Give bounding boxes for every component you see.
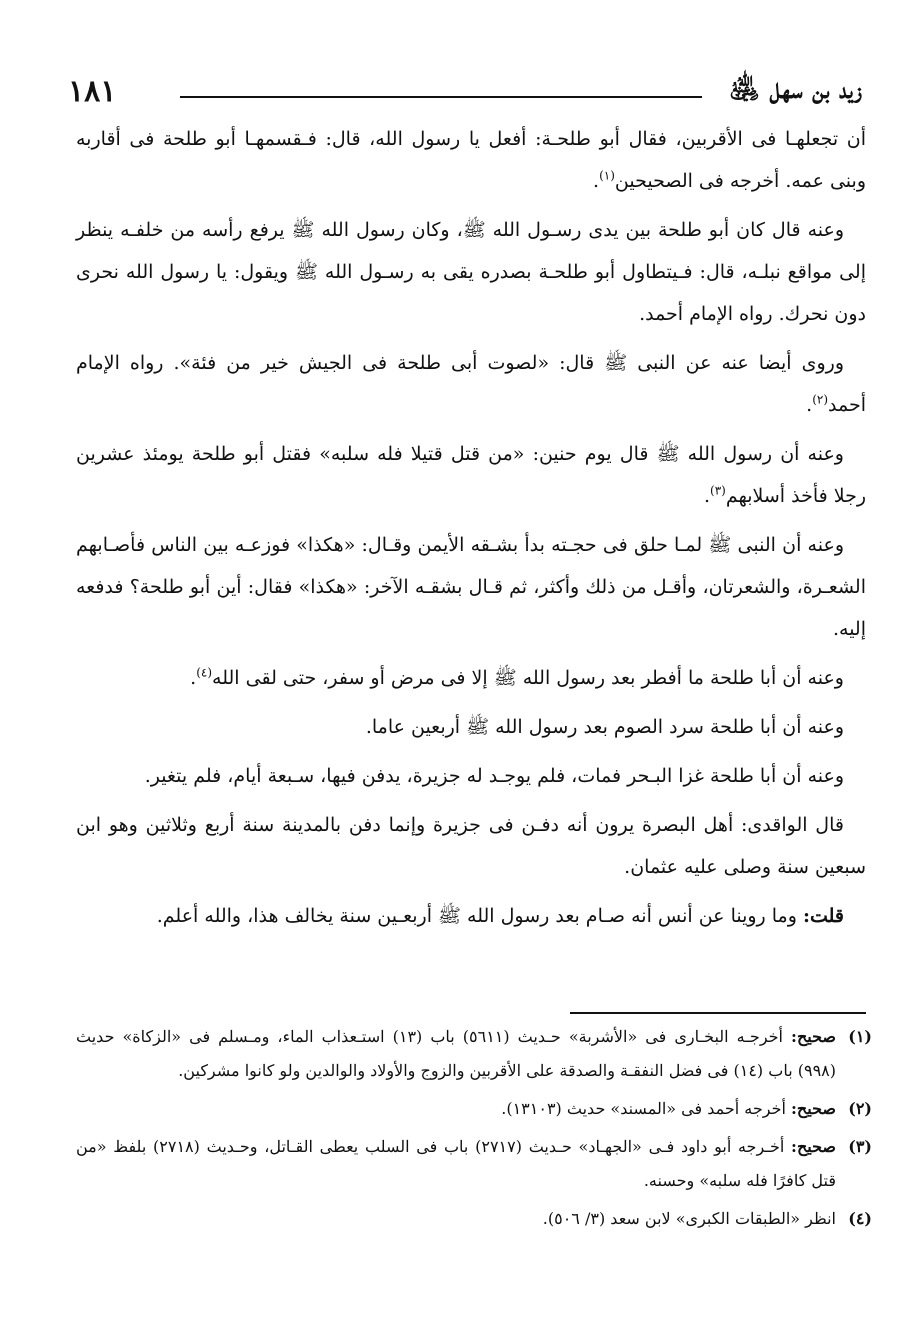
page-number: ١٨١ (68, 74, 117, 109)
footnote-3 (76, 1130, 872, 1198)
footnote-grade: صحيح: (791, 1027, 837, 1046)
footnote-2 (76, 1092, 872, 1126)
paragraph-tail: . (593, 170, 600, 192)
footnote-number: (٤) (848, 1209, 872, 1228)
paragraph-7 (76, 706, 866, 748)
paragraph-2 (76, 209, 866, 335)
paragraph-text: وعنه أن أبا طلحة سرد الصوم بعد رسول الله ﷺ أربعين عاما. (365, 716, 844, 738)
paragraph-text: وعنه أن النبى ﷺ لمـا حلق فى حجـته بدأ بشـقه الأيمن وقـال: «هكذا» فوزعـه بين الناس فأصـابهم الشعـرة، والشعرتان، وأقـل من ذلك وأكثر، ثم قـال بشقـه الآخر: «هكذا» فقال: أين أبو طلحة؟ فدفعه إليه. (76, 534, 866, 640)
footnote-ref: (٤) (196, 665, 213, 680)
footnote-grade: صحيح: (791, 1137, 837, 1156)
paragraph-text: وعنه أن أبا طلحة غزا البـحر فمات، فلم يوجـد له جزيرة، يدفن فيها، سـبعة أيام، فلم يتغير. (144, 765, 844, 787)
paragraph-text: وعنه أن رسول الله ﷺ قال يوم حنين: «من قتل قتيلا فله سلبه» فقتل أبو طلحة يومئذ عشرين رجلا فأخذ أسلابهم (76, 443, 866, 507)
footnote-text: انظر «الطبقات الكبرى» لابن سعد (٣/ ٥٠٦). (542, 1209, 836, 1228)
footnote-text: أخرجه أحمد فى «المسند» حديث (١٣١٠٣). (501, 1099, 792, 1118)
footnote-text: أخـرجه أبو داود فـى «الجهـاد» حـديث (٢٧١٧) باب فى السلب يعطى القـاتل، وحـديث (٢٧١٨) بلفظ «من قتل كافرًا فله سلبه» وحسنه. (76, 1137, 836, 1190)
header-rule (180, 96, 702, 98)
running-title: زيد بن سهل ﵁ (729, 72, 862, 105)
footnote-4 (76, 1202, 872, 1236)
paragraph-3 (76, 342, 866, 426)
footnote-text: أخرجـه البخـارى فى «الأشربة» حـديث (٥٦١١) باب (١٣) استـعذاب الماء، ومـسلم فى «الزكاة» حديث (٩٩٨) باب (١٤) فى فضل النفقـة والصدقة على الأقربين والزوج والأولاد والوالدين ولو كانوا مشركين. (76, 1027, 836, 1080)
paragraph-1 (76, 118, 866, 202)
paragraph-text: وعنه أن أبا طلحة ما أفطر بعد رسول الله ﷺ إلا فى مرض أو سفر، حتى لقى الله (212, 667, 844, 689)
paragraph-8 (76, 755, 866, 797)
footnotes (76, 1020, 872, 1240)
paragraph-tail: . (703, 485, 711, 507)
running-header (68, 70, 862, 114)
paragraph-text: وما روينا عن أنس أنه صـام بعد رسول الله ﷺ أربعـين سنة يخالف هذا، والله أعلم. (156, 905, 803, 927)
paragraph-text: وعنه قال كان أبو طلحة بين يدى رسـول الله ﷺ، وكان رسول الله ﷺ يرفع رأسه من خلفـه ينظر إلى مواقع نبلـه، قال: فـيتطاول أبو طلحـة بصدره يقى به رسـول الله ﷺ ويقول: يا رسول الله نحرى دون نحرك. رواه الإمام أحمد. (76, 219, 866, 325)
footnote-number: (١) (848, 1027, 872, 1046)
footnote-grade: صحيح: (791, 1099, 836, 1118)
paragraph-tail: . (190, 667, 197, 689)
footnote-ref: (٣) (710, 483, 726, 498)
footnote-ref: (٢) (812, 392, 829, 407)
paragraph-text: وروى أيضا عنه عن النبى ﷺ قال: «لصوت أبى طلحة فى الجيش خير من فئة». رواه الإمام أحمد (76, 352, 866, 416)
footnote-1 (76, 1020, 872, 1088)
footnote-number: (٣) (848, 1137, 872, 1156)
paragraph-6 (76, 657, 866, 699)
paragraph-text: قال الواقدى: أهل البصرة يرون أنه دفـن فى جزيرة وإنما دفن بالمدينة سنة أربع وثلاثين وهو ابن سبعين سنة وصلى عليه عثمان. (76, 814, 866, 878)
paragraph-10 (76, 895, 866, 937)
footnote-rule (570, 1012, 866, 1014)
footnote-number: (٢) (848, 1099, 872, 1118)
footnote-ref: (١) (599, 168, 615, 183)
remark-lead: قلت: (802, 905, 844, 927)
paragraph-9 (76, 804, 866, 888)
paragraph-tail: . (806, 394, 813, 416)
main-text (76, 118, 866, 944)
paragraph-text: أن تجعلهـا فى الأقربين، فقال أبو طلحـة: أفعل يا رسول الله، قال: فـقسمهـا أبو طلحة فى أقاربه وبنى عمه. أخرجه فى الصحيحين (76, 128, 866, 192)
paragraph-4 (76, 433, 866, 517)
paragraph-5 (76, 524, 866, 650)
